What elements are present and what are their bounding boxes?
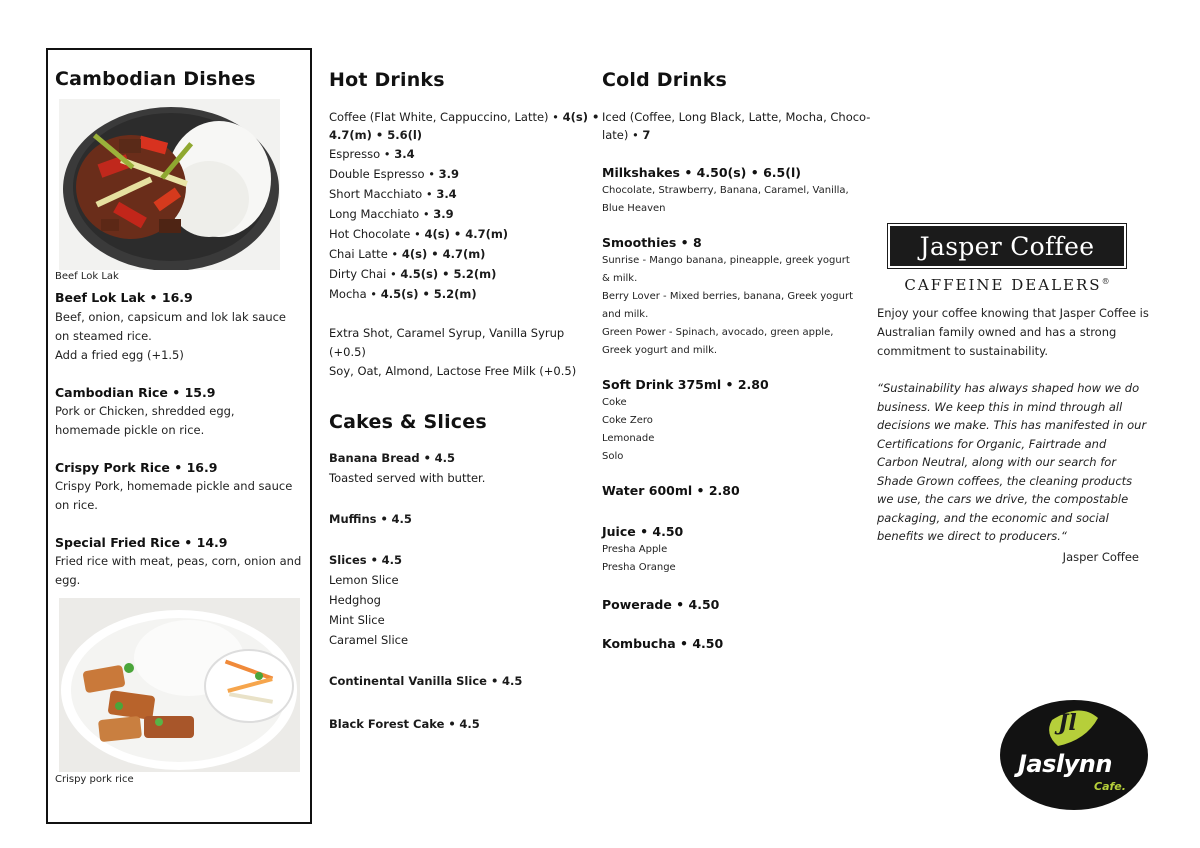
jasper-intro: Enjoy your coffee knowing that Jasper Coffee is Australian family owned and has a strong commitment to sustainability. xyxy=(877,306,1149,358)
slice-item: Caramel Slice xyxy=(329,633,409,647)
jaslynn-monogram: Jl xyxy=(1058,710,1077,736)
powerade-title: Powerade • 4.50 xyxy=(602,597,720,612)
water-title: Water 600ml • 2.80 xyxy=(602,483,740,498)
addons-line-2: (+0.5) xyxy=(329,345,366,359)
cold-drinks-column xyxy=(602,69,870,651)
milkshakes-desc-2: Blue Heaven xyxy=(602,203,666,214)
crispy-pork-rice-desc: Crispy Pork, homemade pickle and sauce on rice. xyxy=(55,479,293,512)
milkshakes-desc-1: Chocolate, Strawberry, Banana, Caramel, Vanilla, xyxy=(602,185,849,196)
jasper-logo-text: Jasper Coffee xyxy=(919,231,1095,261)
jasper-quote: “Sustainability has always shaped how we do business. We keep this in mind through all decisions we make. This has manifested in our Certifications for Organic, Fairtrade and Carbon Neutral, along with our search for Shade Grown coffees, the cleaning products we use, the cars we drive, the compostable packaging, and the economic and social benefits we direct to producers.“ xyxy=(877,381,1147,543)
crispy-pork-caption: Crispy pork rice xyxy=(55,774,134,785)
jasper-attribution: Jasper Coffee xyxy=(1062,549,1139,564)
banana-bread-line: Banana Bread • 4.5 xyxy=(329,451,456,465)
juice-title: Juice • 4.50 xyxy=(602,524,684,539)
iced-line-1: Iced (Coffee, Long Black, Latte, Mocha, Choco- xyxy=(602,110,871,124)
hot-chocolate-line: Hot Chocolate • 4(s) • 4.7(m) xyxy=(329,227,509,241)
jaslynn-name: Jaslynn xyxy=(1018,750,1112,778)
cakes-heading: Cakes & Slices xyxy=(329,411,487,433)
beef-lok-lak-title: Beef Lok Lak • 16.9 xyxy=(55,290,193,305)
slice-item: Mint Slice xyxy=(329,613,385,627)
coffee-line: Coffee (Flat White, Cappuccino, Latte) • 4(s) • xyxy=(329,110,600,124)
beef-lok-lak-photo xyxy=(59,99,280,270)
jaslynn-cafe-logo xyxy=(1000,700,1148,810)
jaslynn-sub: Cafe. xyxy=(1094,780,1126,793)
milk-line: Soy, Oat, Almond, Lactose Free Milk (+0.5) xyxy=(329,364,577,378)
smoothies-title: Smoothies • 8 xyxy=(602,235,702,250)
hot-drinks-list xyxy=(329,108,600,304)
short-macchiato-line: Short Macchiato • 3.4 xyxy=(329,187,457,201)
cold-drinks-heading: Cold Drinks xyxy=(602,69,728,91)
beef-lok-lak-desc: Beef, onion, capsicum and lok lak sauce on steamed rice. xyxy=(55,310,286,343)
slice-item: Lemon Slice xyxy=(329,573,399,587)
black-forest-line: Black Forest Cake • 4.5 xyxy=(329,717,480,731)
iced-line-2: late) • 7 xyxy=(602,128,651,142)
chai-latte-line: Chai Latte • 4(s) • 4.7(m) xyxy=(329,247,486,261)
jasper-tagline: CAFFEINE DEALERS xyxy=(904,276,1102,294)
beef-lok-lak-extra: Add a fried egg (+1.5) xyxy=(55,348,184,362)
hot-drinks-column xyxy=(329,69,600,734)
hot-drinks-heading: Hot Drinks xyxy=(329,69,445,91)
soft-drink-title: Soft Drink 375ml • 2.80 xyxy=(602,377,769,392)
special-fried-rice-title: Special Fried Rice • 14.9 xyxy=(55,535,228,550)
soft-drink-list: Coke Coke Zero Lemonade Solo xyxy=(602,397,655,462)
beef-lok-lak-caption: Beef Lok Lak xyxy=(55,271,119,282)
milkshakes-title: Milkshakes • 4.50(s) • 6.5(l) xyxy=(602,165,801,180)
double-espresso-line: Double Espresso • 3.9 xyxy=(329,167,460,181)
slices-line: Slices • 4.5 xyxy=(329,553,403,567)
cambodian-heading: Cambodian Dishes xyxy=(55,68,256,90)
slice-item: Hedghog xyxy=(329,593,381,607)
crispy-pork-rice-title: Crispy Pork Rice • 16.9 xyxy=(55,460,218,475)
hot-drinks-addons xyxy=(329,324,591,381)
cambodian-rice-title: Cambodian Rice • 15.9 xyxy=(55,385,216,400)
dirty-chai-line: Dirty Chai • 4.5(s) • 5.2(m) xyxy=(329,267,497,281)
crispy-pork-photo xyxy=(59,598,300,772)
continental-vanilla-line: Continental Vanilla Slice • 4.5 xyxy=(329,674,523,688)
addons-line-1: Extra Shot, Caramel Syrup, Vanilla Syrup xyxy=(329,326,565,340)
mocha-line: Mocha • 4.5(s) • 5.2(m) xyxy=(329,287,477,301)
juice-list: Presha Apple Presha Orange xyxy=(602,544,676,573)
registered-mark: ® xyxy=(1101,277,1110,286)
special-fried-rice-desc: Fried rice with meat, peas, corn, onion and egg. xyxy=(55,554,302,587)
smoothies-list: Sunrise - Mango banana, pineapple, greek yogurt & milk. Berry Lover - Mixed berries, banana, Greek yogurt and milk. Green Power - Spinach, avocado, green apple, Greek yogurt and milk. xyxy=(602,255,853,356)
coffee-line-2: 4.7(m) • 5.6(l) xyxy=(329,128,423,142)
banana-bread-desc: Toasted served with butter. xyxy=(329,471,486,485)
kombucha-title: Kombucha • 4.50 xyxy=(602,636,724,651)
muffins-line: Muffins • 4.5 xyxy=(329,512,412,526)
espresso-line: Espresso • 3.4 xyxy=(329,147,415,161)
cambodian-rice-desc: Pork or Chicken, shredded egg, homemade pickle on rice. xyxy=(55,404,235,437)
cambodian-dishes-panel xyxy=(46,48,312,824)
long-macchiato-line: Long Macchiato • 3.9 xyxy=(329,207,454,221)
jasper-coffee-logo xyxy=(890,226,1124,294)
jasper-coffee-column xyxy=(877,226,1149,567)
